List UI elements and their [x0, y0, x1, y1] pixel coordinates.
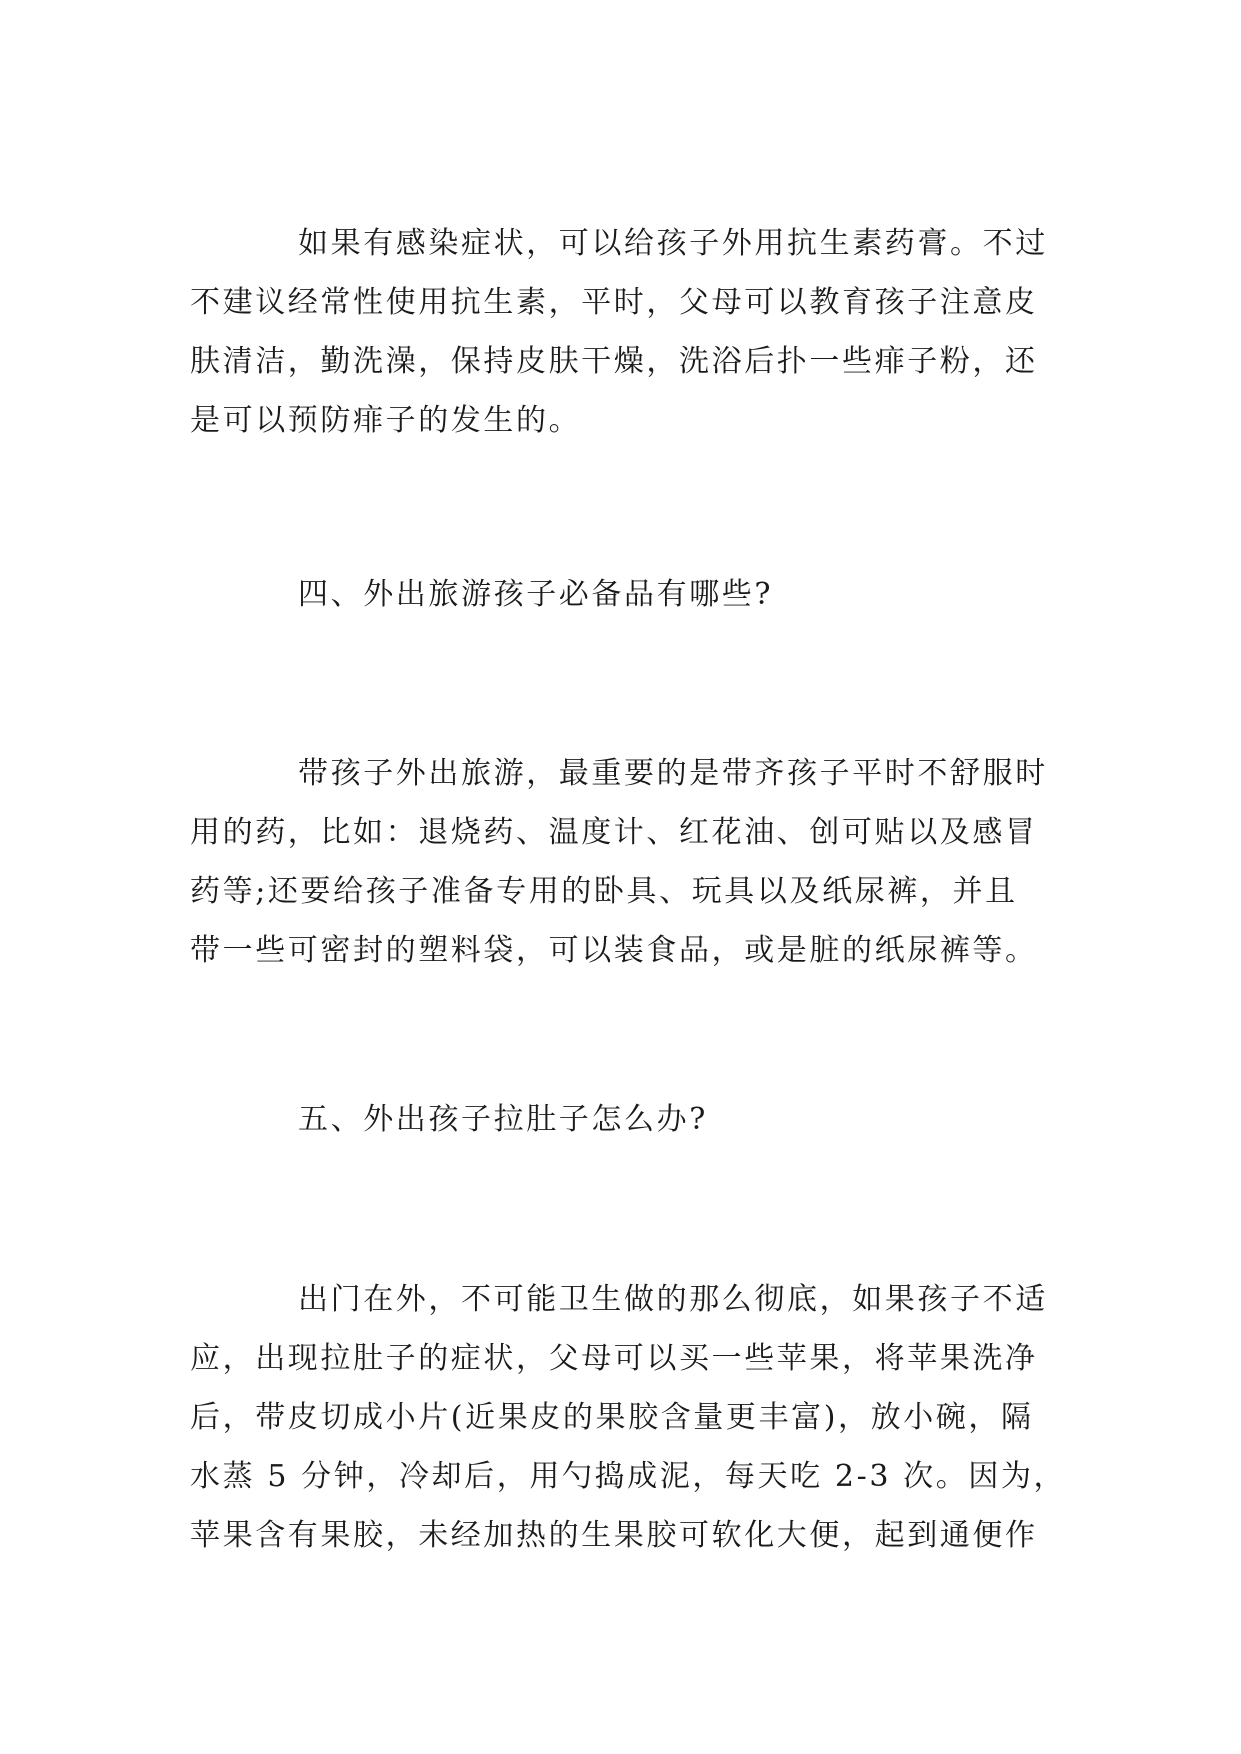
paragraph-eczema-care — [190, 214, 1056, 450]
paragraph-line: 苹果含有果胶，未经加热的生果胶可软化大便，起到通便作 — [190, 1518, 1038, 1553]
section-heading-diarrhea — [190, 1090, 1056, 1149]
paragraph-line: 肤清洁，勤洗澡，保持皮肤干燥，洗浴后扑一些痱子粉，还 — [190, 344, 1038, 379]
paragraph-line: 应，出现拉肚子的症状，父母可以买一些苹果，将苹果洗净 — [190, 1341, 1038, 1376]
paragraph-travel-essentials — [190, 744, 1056, 980]
paragraph-line: 后，带皮切成小片(近果皮的果胶含量更丰富)，放小碗，隔 — [190, 1400, 1034, 1435]
paragraph-text — [190, 1270, 1067, 1565]
paragraph-line: 不建议经常性使用抗生素，平时，父母可以教育孩子注意皮 — [190, 285, 1038, 320]
paragraph-line: 带一些可密封的塑料袋，可以装食品，或是脏的纸尿裤等。 — [190, 933, 1038, 968]
heading-text: 五、外出孩子拉肚子怎么办? — [298, 1102, 708, 1137]
paragraph-line: 如果有感染症状，可以给孩子外用抗生素药膏。不过 — [298, 226, 1048, 261]
paragraph-line: 水蒸 5 分钟，冷却后，用勺捣成泥，每天吃 2-3 次。因为， — [190, 1459, 1067, 1494]
paragraph-line: 出门在外，不可能卫生做的那么彻底，如果孩子不适 — [298, 1282, 1048, 1317]
paragraph-text — [190, 744, 1056, 980]
paragraph-text — [190, 214, 1056, 450]
paragraph-line: 用的药，比如：退烧药、温度计、红花油、创可贴以及感冒 — [190, 815, 1038, 850]
paragraph-line: 药等;还要给孩子准备专用的卧具、玩具以及纸尿裤，并且 — [190, 874, 1018, 909]
paragraph-line: 带孩子外出旅游，最重要的是带齐孩子平时不舒服时 — [298, 756, 1048, 791]
paragraph-diarrhea-remedy — [190, 1270, 1067, 1565]
heading-text: 四、外出旅游孩子必备品有哪些? — [298, 577, 774, 612]
paragraph-line: 是可以预防痱子的发生的。 — [190, 403, 582, 438]
section-heading-travel-essentials — [190, 565, 1056, 624]
